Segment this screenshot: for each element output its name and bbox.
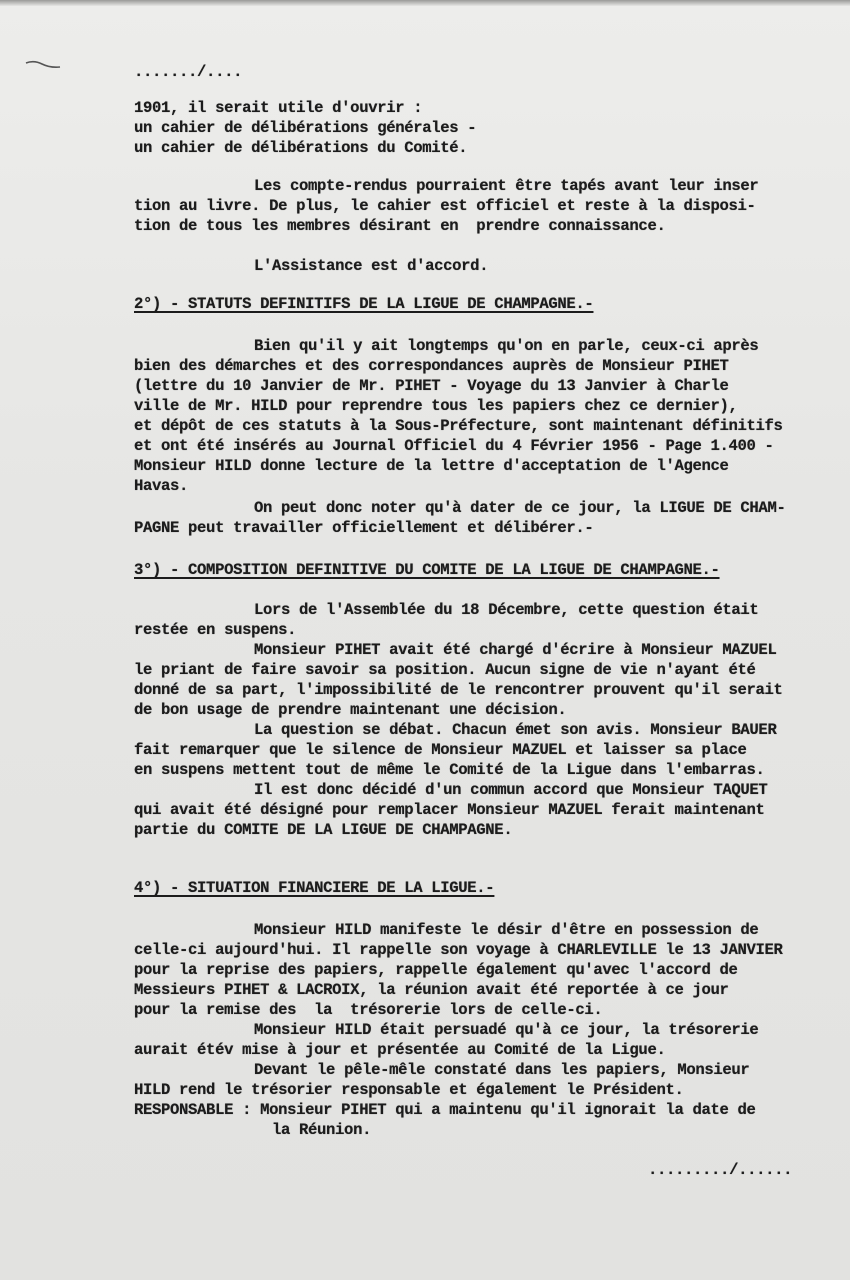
section-3-line: le priant de faire savoir sa position. Aucun signe de vie n'ayant été xyxy=(134,661,756,679)
paragraph-line: tion au livre. De plus, le cahier est officiel et reste à la disposi- xyxy=(134,197,756,215)
section-4-line: Monsieur HILD était persuadé qu'à ce jour, la trésorerie xyxy=(254,1021,759,1039)
section-2-line: (lettre du 10 Janvier de Mr. PIHET - Voyage du 13 Janvier à Charle xyxy=(134,377,729,395)
section-2-line: bien des démarches et des correspondances auprès de Monsieur PIHET xyxy=(134,357,729,375)
section-3-line: donné de sa part, l'impossibilité de le rencontrer prouvent qu'il serait xyxy=(134,681,783,699)
section-2-line: Bien qu'il y ait longtemps qu'on en parle, ceux-ci après xyxy=(254,337,759,355)
paragraph-line: tion de tous les membres désirant en prendre connaissance. xyxy=(134,217,666,235)
section-3-line: en suspens mettent tout de même le Comité de la Ligue dans l'embarras. xyxy=(134,761,765,779)
section-4-line: HILD rend le trésorier responsable et également le Président. xyxy=(134,1081,684,1099)
section-2-line: ville de Mr. HILD pour reprendre tous les papiers chez ce dernier), xyxy=(134,397,738,415)
section-3-line: Lors de l'Assemblée du 18 Décembre, cette question était xyxy=(254,601,759,619)
section-3-line: qui avait été désigné pour remplacer Monsieur MAZUEL ferait maintenant xyxy=(134,801,765,819)
section-3-line: fait remarquer que le silence de Monsieur MAZUEL et laisser sa place xyxy=(134,741,747,759)
section-2-line: On peut donc noter qu'à dater de ce jour, la LIGUE DE CHAM- xyxy=(254,499,786,517)
paragraph-line: L'Assistance est d'accord. xyxy=(254,257,489,275)
section-2-title: 2°) - STATUTS DEFINITIFS DE LA LIGUE DE CHAMPAGNE.- xyxy=(134,295,594,313)
section-4-line: aurait étév mise à jour et présentée au Comité de la Ligue. xyxy=(134,1041,666,1059)
section-2-line: Havas. xyxy=(134,477,189,495)
section-2-line: et ont été insérés au Journal Officiel du 4 Février 1956 - Page 1.400 - xyxy=(134,437,774,455)
section-3-title: 3°) - COMPOSITION DEFINITIVE DU COMITE DE LA LIGUE DE CHAMPAGNE.- xyxy=(134,561,720,579)
intro-line: 1901, il serait utile d'ouvrir : xyxy=(134,99,423,117)
section-4-line: Messieurs PIHET & LACROIX, la réunion avait été reportée à ce jour xyxy=(134,981,729,999)
section-4-title: 4°) - SITUATION FINANCIERE DE LA LIGUE.- xyxy=(134,879,495,897)
intro-line: un cahier de délibérations du Comité. xyxy=(134,139,468,157)
section-4-line: pour la reprise des papiers, rappelle également qu'avec l'accord de xyxy=(134,961,738,979)
page-edge-shadow xyxy=(0,0,850,6)
section-3-line: partie du COMITE DE LA LIGUE DE CHAMPAGNE. xyxy=(134,821,513,839)
section-3-line: Il est donc décidé d'un commun accord que Monsieur TAQUET xyxy=(254,781,768,799)
section-4-line: la Réunion. xyxy=(272,1121,372,1139)
section-2-line: Monsieur HILD donne lecture de la lettre d'acceptation de l'Agence xyxy=(134,457,729,475)
section-4-line: pour la remise des la trésorerie lors de celle-ci. xyxy=(134,1001,603,1019)
section-3-line: restée en suspens. xyxy=(134,621,297,639)
section-2-line: PAGNE peut travailler officiellement et délibérer.- xyxy=(134,519,594,537)
section-2-line: et dépôt de ces statuts à la Sous-Préfecture, sont maintenant définitifs xyxy=(134,417,783,435)
intro-line: un cahier de délibérations générales - xyxy=(134,119,477,137)
section-3-line: La question se débat. Chacun émet son avis. Monsieur BAUER xyxy=(254,721,777,739)
section-3-line: Monsieur PIHET avait été chargé d'écrire à Monsieur MAZUEL xyxy=(254,641,777,659)
section-4-line: Monsieur HILD manifeste le désir d'être en possession de xyxy=(254,921,759,939)
footer-page-mark: ........./...... xyxy=(648,1161,793,1179)
header-page-mark: ......./.... xyxy=(134,63,243,81)
section-4-line: Devant le pêle-mêle constaté dans les papiers, Monsieur xyxy=(254,1061,750,1079)
staple-mark-icon xyxy=(24,58,62,72)
section-4-line: celle-ci aujourd'hui. Il rappelle son voyage à CHARLEVILLE le 13 JANVIER xyxy=(134,941,783,959)
section-4-line: RESPONSABLE : Monsieur PIHET qui a maintenu qu'il ignorait la date de xyxy=(134,1101,756,1119)
section-3-line: de bon usage de prendre maintenant une décision. xyxy=(134,701,567,719)
paragraph-line: Les compte-rendus pourraient être tapés avant leur inser xyxy=(254,177,759,195)
